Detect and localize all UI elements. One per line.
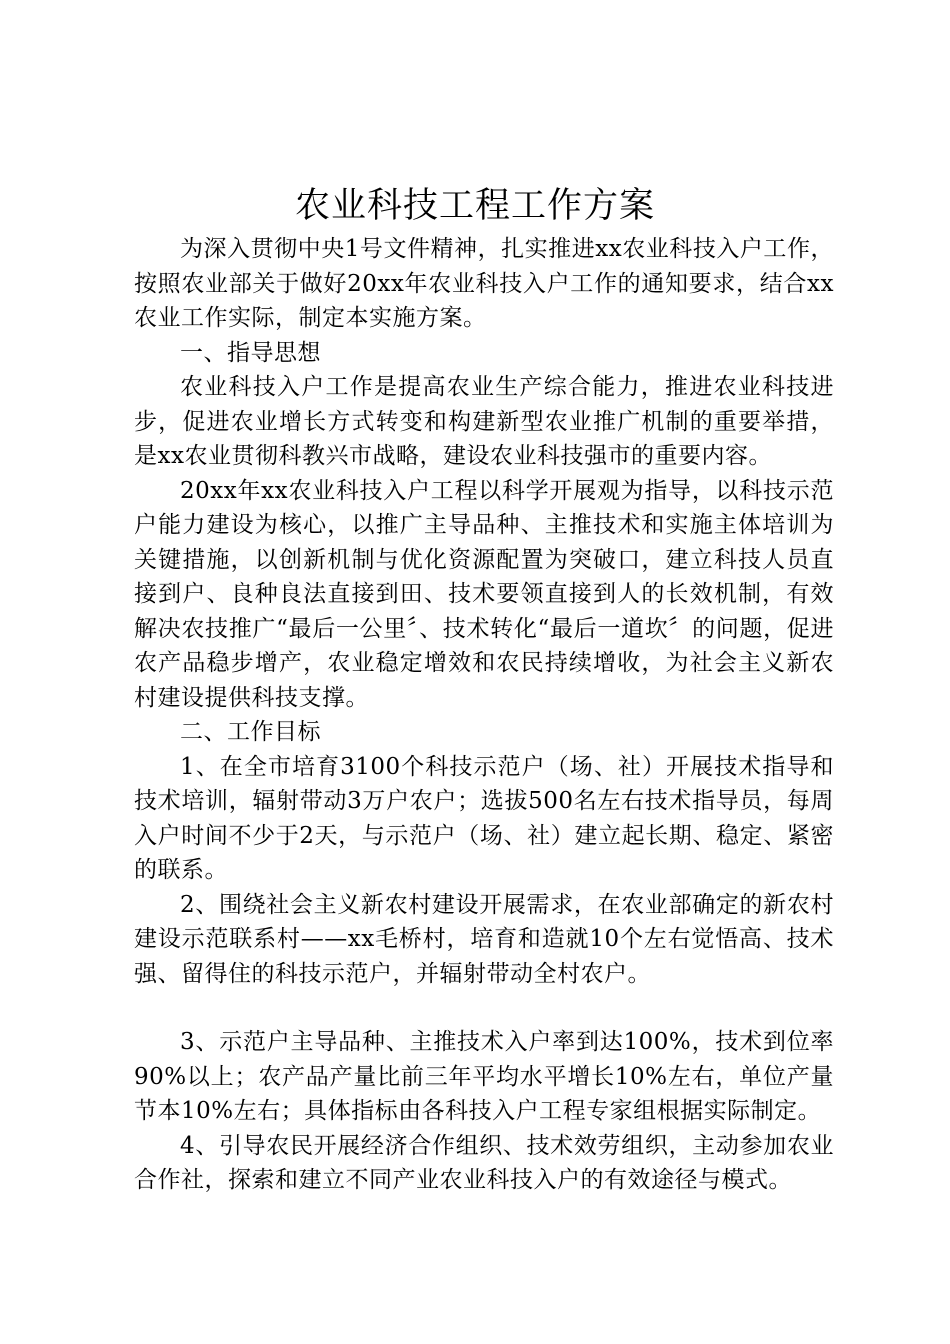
section-heading-work-goals: 二、工作目标: [180, 719, 321, 745]
goal-item-3: 3、示范户主导品种、主推技术入户率到达100%，技术到位率90%以上；农产品产量比前三年平均水平增长10%左右，单位产量节本10%左右；具体指标由各科技入户工程专家组根据实际制定。: [134, 1029, 834, 1124]
section-heading-guiding-ideology: 一、指导思想: [180, 339, 321, 366]
document-title: 农业科技工程工作方案: [294, 186, 655, 226]
guiding-ideology-paragraph-1: 农业科技入户工作是提高农业生产综合能力，推进农业科技进步，促进农业增长方式转变和构建新型农业推广机制的重要举措，是xx农业贯彻科教兴市战略，建设农业科技强市的重要内容。: [134, 374, 834, 469]
goal-item-4: 4、引导农民开展经济合作组织、技术效劳组织，主动参加农业合作社，探索和建立不同产业农业科技入户的有效途径与模式。: [134, 1132, 834, 1193]
intro-paragraph: 为深入贯彻中央1号文件精神，扎实推进xx农业科技入户工作，按照农业部关于做好20xx年农业科技入户工作的通知要求，结合xx农业工作实际，制定本实施方案。: [134, 236, 834, 331]
goal-item-2: 2、围绕社会主义新农村建设开展需求，在农业部确定的新农村建设示范联系村——xx毛桥村，培育和造就10个左右觉悟高、技术强、留得住的科技示范户，并辐射带动全村农户。: [134, 891, 834, 987]
goal-item-1: 1、在全市培育3100个科技示范户（场、社）开展技术指导和技术培训，辐射带动3万户农户；选拔500名左右技术指导员，每周入户时间不少于2天，与示范户（场、社）建立起长期、稳定、紧密的联系。: [134, 753, 834, 883]
document-body: [134, 232, 834, 1198]
guiding-ideology-paragraph-2: 20xx年xx农业科技入户工程以科学开展观为指导，以科技示范户能力建设为核心，以推广主导品种、主推技术和实施主体培训为关键措施，以创新机制与优化资源配置为突破口，建立科技人员直接到户、良种良法直接到田、技术要领直接到人的长效机制，有效解决农技推广“最后一公里〞、技术转化“最后一道坎〞的问题，促进农产品稳步增产，农业稳定增效和农民持续增收，为社会主义新农村建设提供科技支撑。: [134, 477, 834, 711]
